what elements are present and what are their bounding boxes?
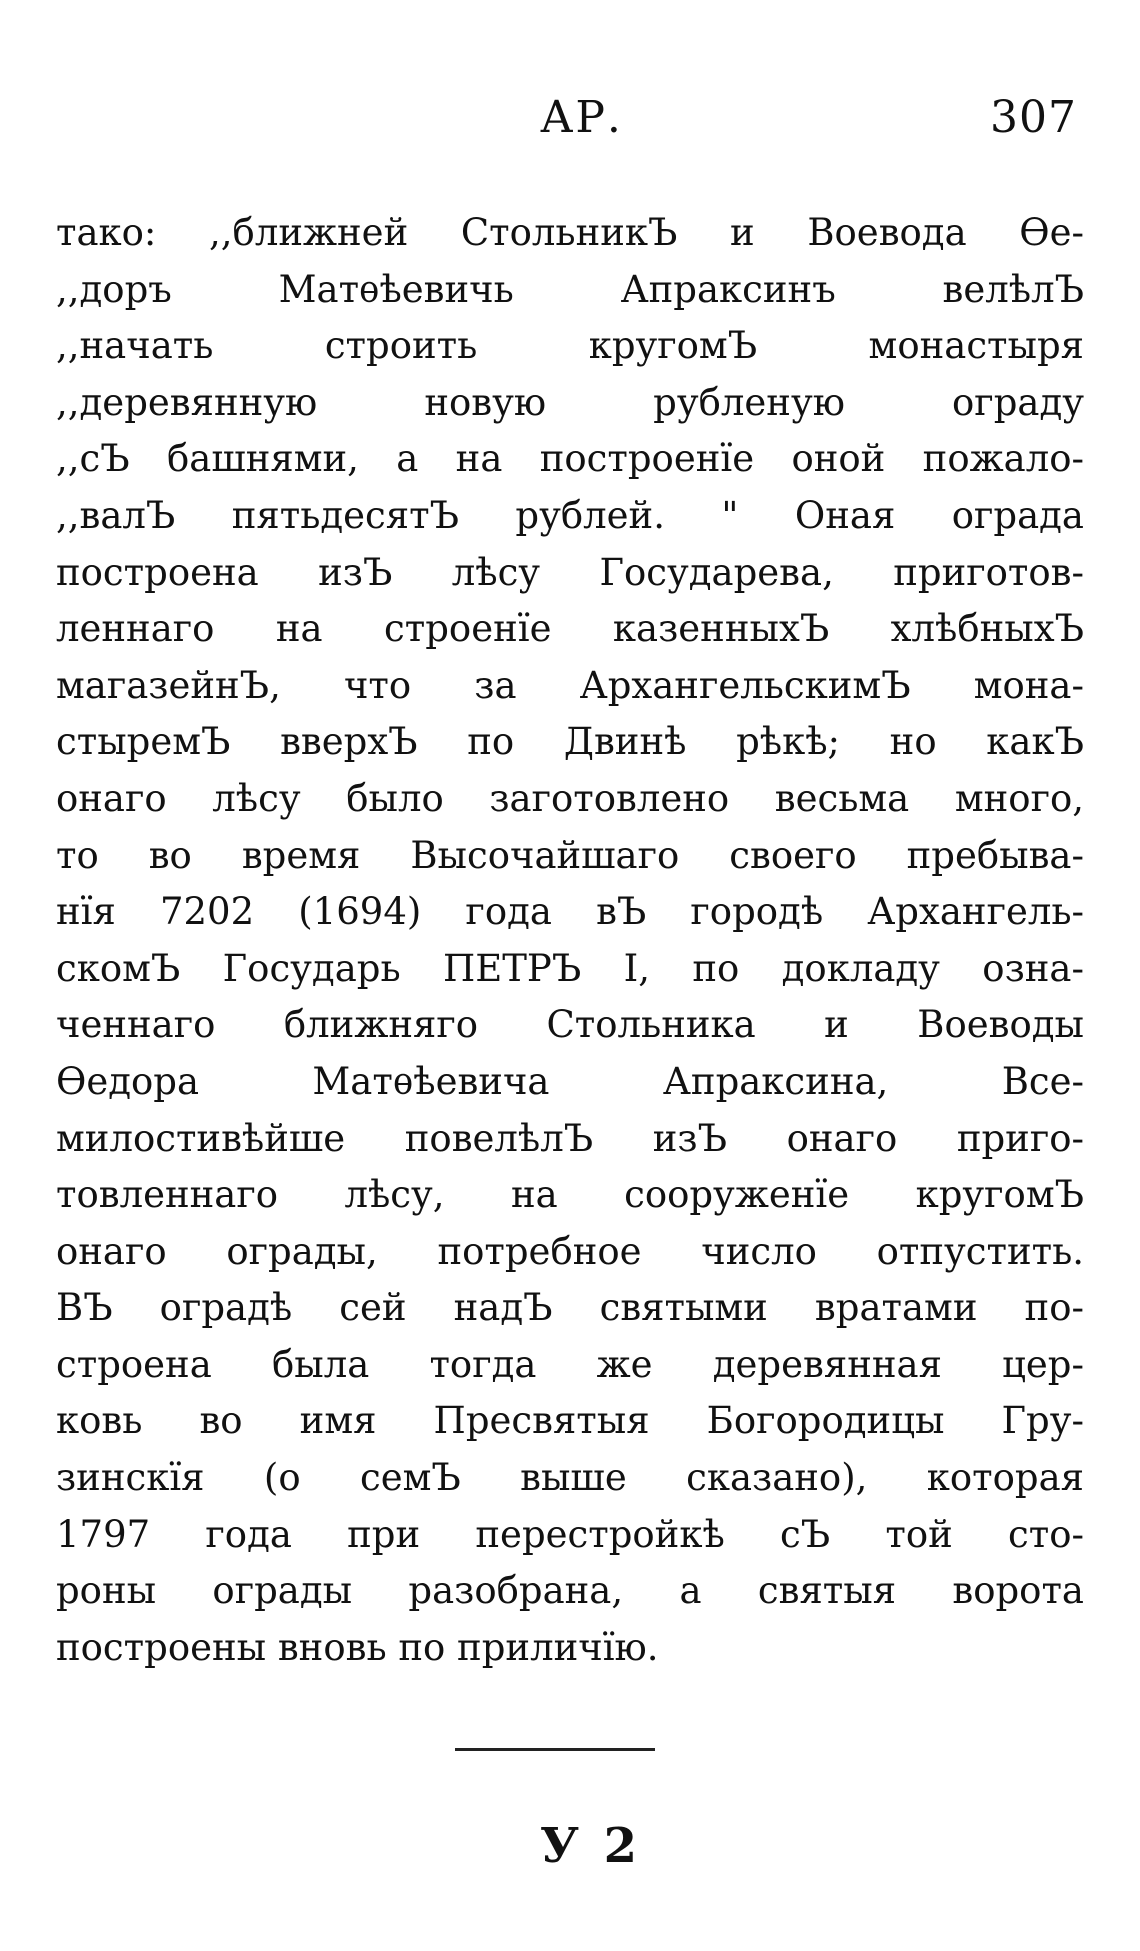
text-line: Ѳедора Матѳѣевича Апраксина, Все- [56,1059,1084,1103]
text-line: зинскїя (о семЪ выше сказано), которая [56,1456,1084,1500]
text-line: леннаго на строенїе казенныхЪ хлѣбныхЪ [56,607,1084,651]
text-line: ,,доръ Матѳѣевичь Апраксинъ велѣлЪ [56,267,1084,311]
text-line: онаго ограды, потребное число отпустить. [56,1229,1084,1273]
running-head-title: АР. [540,92,623,143]
text-line: ,,начать строить кругомЪ монастыря [56,324,1084,368]
text-line: стыремЪ вверхЪ по Двинѣ рѣкѣ; но какЪ [56,720,1084,764]
section-rule [455,1748,655,1751]
text-line: ченнаго ближняго Стольника и Воеводы [56,1003,1084,1047]
page-number: 307 [990,92,1077,143]
text-line: милостивѣйше повелѣлЪ изЪ онаго приго- [56,1116,1084,1160]
text-line: построена изЪ лѣсу Государева, приготов- [56,550,1084,594]
text-line: тако: ,,ближней СтольникЪ и Воевода Ѳе- [56,211,1084,254]
text-line: 1797 года при перестройкѣ сЪ той сто- [56,1512,1084,1556]
text-line: нїя 7202 (1694) года вЪ городѣ Архангель- [56,890,1084,934]
text-line: строена была тогда же деревянная цер- [56,1342,1084,1386]
text-line: ковь во имя Пресвятыя Богородицы Гру- [56,1399,1084,1443]
text-line: скомЪ Государь ПЕТРЪ I, по докладу озна- [56,946,1084,990]
text-line: ,,сЪ башнями, а на построенїе оной пожало- [56,437,1084,481]
text-line: ВЪ оградѣ сей надЪ святыми вратами по- [56,1286,1084,1330]
text-line: ,,валЪ пятьдесятЪ рублей. " Оная ограда [56,493,1084,537]
text-line: то во время Высочайшаго своего пребыва- [56,833,1084,877]
signature-mark: У 2 [540,1818,642,1874]
running-head [0,92,1140,152]
text-line: товленнаго лѣсу, на сооруженїе кругомЪ [56,1173,1084,1217]
text-line: онаго лѣсу было заготовлено весьма много, [56,776,1084,820]
text-line-last: построены вновь по приличїю. [56,1625,659,1669]
text-line: ,,деревянную новую рубленую ограду [56,380,1084,424]
body-text [56,205,1084,1676]
text-line: роны ограды разобрана, а святыя ворота [56,1569,1084,1613]
text-line: магазейнЪ, что за АрхангельскимЪ мона- [56,663,1084,707]
